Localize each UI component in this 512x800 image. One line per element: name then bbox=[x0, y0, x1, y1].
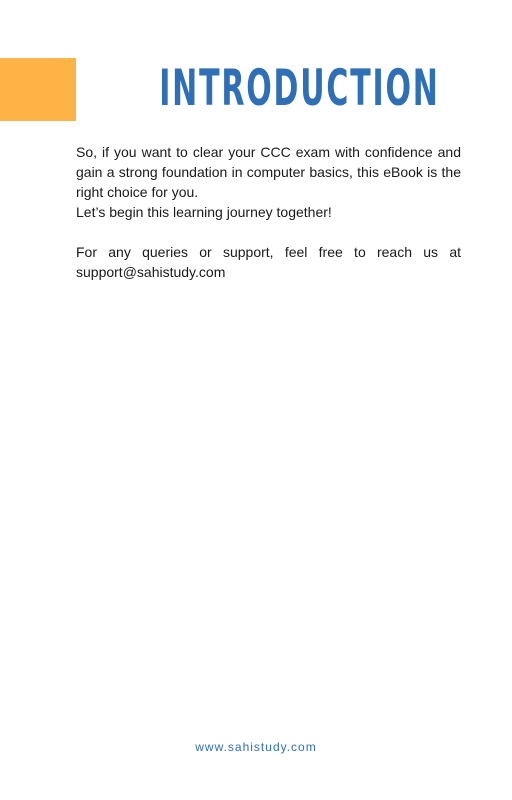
footer-website-url: www.sahistudy.com bbox=[195, 740, 317, 754]
paragraph-spacer bbox=[76, 222, 461, 242]
closing-line: Let’s begin this learning journey together! bbox=[76, 204, 332, 220]
intro-paragraph: So, if you want to clear your CCC exam with confidence and gain a strong foundation in computer basics, this eBook is the right choice for you. bbox=[76, 144, 461, 200]
body-text bbox=[76, 142, 461, 282]
orange-accent-block bbox=[0, 58, 76, 121]
support-paragraph: For any queries or support, feel free to reach us at support@sahistudy.com bbox=[76, 244, 461, 280]
page-title: INTRODUCTION bbox=[159, 59, 440, 117]
